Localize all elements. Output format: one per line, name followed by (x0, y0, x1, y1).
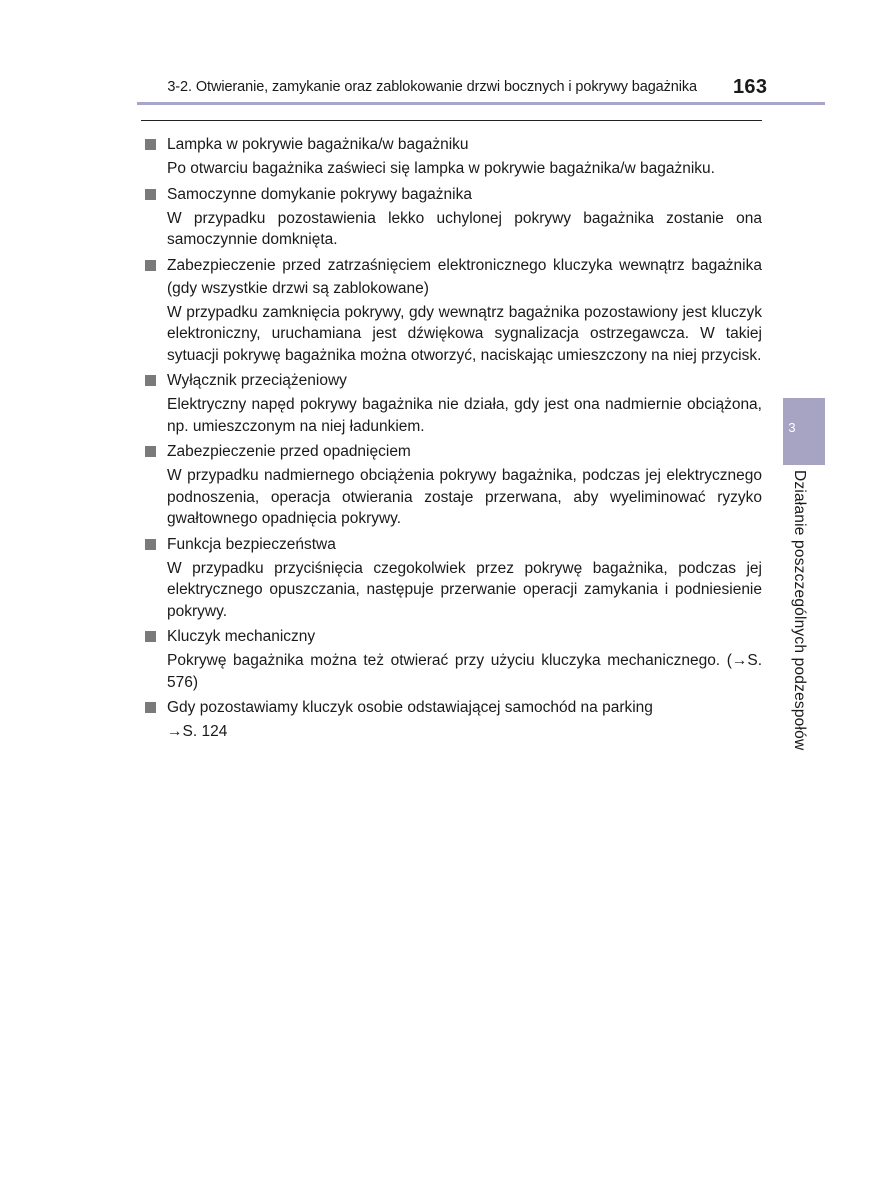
section-heading (145, 183, 762, 206)
section-body: W przypadku nadmiernego obciążenia pokrywy bagażnika, podczas jej elektrycznego podnoszenia, operacja otwierania zostaje przerwana, aby wyeliminować ryzyko gwałtownego opadnięcia pokrywy. (167, 467, 762, 527)
section-valet-parking (145, 696, 762, 743)
content (145, 133, 762, 746)
section-heading (145, 254, 762, 300)
section-heading-text: Zabezpieczenie przed opadnięciem (167, 443, 411, 460)
section-mechanical-key (145, 625, 762, 693)
section-key-lock-protection (145, 254, 762, 367)
square-bullet-icon (145, 539, 156, 550)
section-safety-function (145, 533, 762, 623)
square-bullet-icon (145, 375, 156, 386)
square-bullet-icon (145, 702, 156, 713)
square-bullet-icon (145, 189, 156, 200)
section-heading-text: Wyłącznik przeciążeniowy (167, 372, 347, 389)
section-body: Po otwarciu bagażnika zaświeci się lampka w pokrywie bagażnika/w bagażniku. (167, 160, 715, 177)
chapter-title: Działanie poszczególnych podzespołów (791, 470, 808, 751)
section-body: Pokrywę bagażnika można też otwierać przy użyciu kluczyka mechanicznego. (→S. 576) (167, 652, 762, 691)
section-overload-switch (145, 369, 762, 437)
section-heading (145, 440, 762, 463)
content-divider (141, 120, 762, 121)
section-body: W przypadku przyciśnięcia czegokolwiek przez pokrywę bagażnika, podczas jej elektrycznego opuszczania, następuje przerwanie operacji zamykania i podniesienie pokrywy. (167, 559, 762, 620)
square-bullet-icon (145, 631, 156, 642)
square-bullet-icon (145, 260, 156, 271)
section-heading (145, 625, 762, 648)
page-header (0, 76, 877, 100)
header-rule (137, 102, 825, 105)
section-lamp (145, 133, 762, 180)
section-heading (145, 369, 762, 392)
section-heading (145, 533, 762, 556)
section-heading-text: Gdy pozostawiamy kluczyk osobie odstawiającej samochód na parking (167, 699, 653, 716)
square-bullet-icon (145, 139, 156, 150)
section-heading-text: Lampka w pokrywie bagażnika/w bagażniku (167, 136, 469, 153)
section-body: W przypadku pozostawienia lekko uchylonej pokrywy bagażnika zostanie ona samoczynnie domknięta. (167, 209, 762, 248)
section-heading (145, 696, 762, 719)
section-heading-text: Kluczyk mechaniczny (167, 628, 316, 645)
section-heading-text: Funkcja bezpieczeństwa (167, 535, 336, 553)
section-heading (145, 133, 762, 156)
page-number: 163 (733, 76, 768, 98)
section-auto-close (145, 183, 762, 251)
section-body: W przypadku zamknięcia pokrywy, gdy wewnątrz bagażnika pozostawiony jest kluczyk elektroniczny, uruchamiana jest dźwiękowa sygnalizacja ostrzegawcza. W takiej sytuacji pokrywę bagażnika można otworzyć, naciskając umieszczony na niej przycisk. (167, 303, 762, 364)
chapter-number: 3 (788, 420, 796, 435)
section-heading-text: Zabezpieczenie przed zatrzaśnięciem elektronicznego kluczyka wewnątrz bagażnika (gdy wszystkie drzwi są zablokowane) (167, 256, 762, 297)
section-body: →S. 124 (167, 723, 228, 740)
section-title: 3-2. Otwieranie, zamykanie oraz zablokowanie drzwi bocznych i pokrywy bagażnika (167, 79, 697, 95)
chapter-tab (783, 398, 825, 465)
section-drop-protection (145, 440, 762, 530)
section-body: Elektryczny napęd pokrywy bagażnika nie działa, gdy jest ona nadmiernie obciążona, np. umieszczonym na niej ładunkiem. (167, 396, 762, 435)
section-heading-text: Samoczynne domykanie pokrywy bagażnika (167, 185, 472, 203)
square-bullet-icon (145, 446, 156, 457)
